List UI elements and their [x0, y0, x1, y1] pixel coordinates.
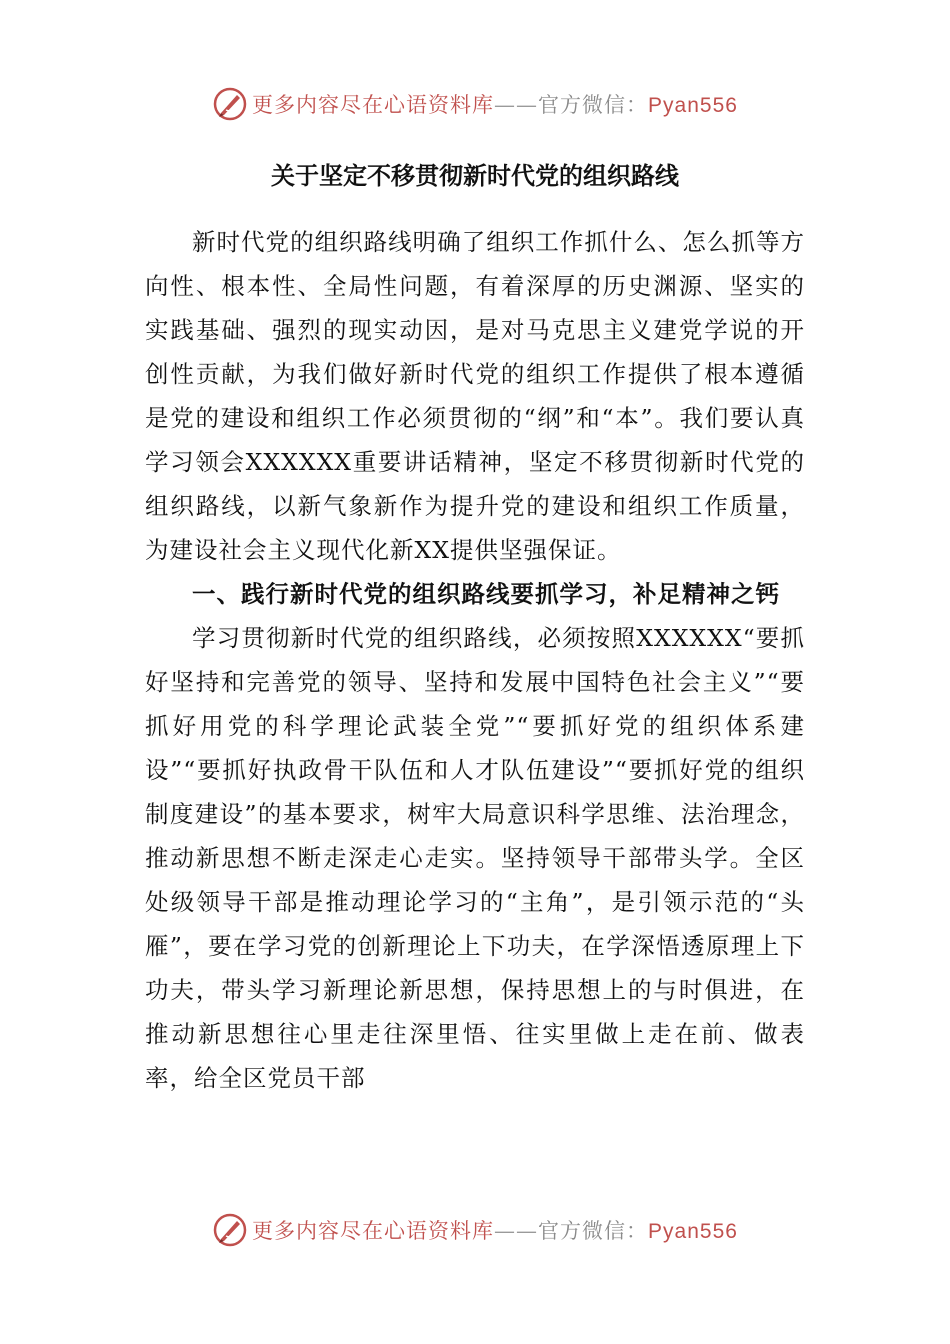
watermark-separator: —— [494, 1219, 539, 1243]
section-1-paragraph: 学习贯彻新时代党的组织路线，必须按照XXXXXX“要抓好坚持和完善党的领导、坚持和发展中国特色社会主义”“要抓好用党的科学理论武装全党”“要抓好党的组织体系建设”“要抓好执政骨干队伍和人才队伍建设”“要抓好党的组织制度建设”的基本要求，树牢大局意识科学思维、法治理念，推动新思想不断走深走心走实。坚持领导干部带头学。全区处级领导干部是推动理论学习的“主角”，是引领示范的“头雁”，要在学习党的创新理论上下功夫，在学深悟透原理上下功夫，带头学习新理论新思想，保持思想上的与时俱进，在推动新思想往心里走往深里悟、往实里做上走在前、做表率，给全区党员干部 [145, 624, 805, 1092]
watermark-label: 官方微信： [538, 1219, 649, 1243]
watermark-banner-top [0, 82, 950, 126]
document-body [145, 160, 805, 1100]
watermark-brand-text: 更多内容尽在心语资料库 [252, 93, 495, 117]
watermark-brand-text: 更多内容尽在心语资料库 [252, 1219, 495, 1243]
watermark-separator: —— [494, 93, 539, 117]
watermark-label: 官方微信： [538, 93, 649, 117]
pen-logo-icon [212, 86, 248, 122]
watermark-wechat-id: Pyan556 [648, 94, 738, 117]
watermark-wechat-id: Pyan556 [648, 1220, 738, 1243]
section-1-heading: 一、践行新时代党的组织路线要抓学习，补足精神之钙 [192, 580, 780, 608]
document-title: 关于坚定不移贯彻新时代党的组织路线 [271, 161, 679, 190]
intro-paragraph: 新时代党的组织路线明确了组织工作抓什么、怎么抓等方向性、根本性、全局性问题，有着深厚的历史渊源、坚实的实践基础、强烈的现实动因，是对马克思主义建党学说的开创性贡献，为我们做好新时代党的组织工作提供了根本遵循是党的建设和组织工作必须贯彻的“纲”和“本”。我们要认真学习领会XXXXXX重要讲话精神，坚定不移贯彻新时代党的组织路线，以新气象新作为提升党的建设和组织工作质量，为建设社会主义现代化新XX提供坚强保证。 [145, 228, 805, 564]
pen-logo-icon [212, 1212, 248, 1248]
watermark-banner-bottom [0, 1208, 950, 1252]
